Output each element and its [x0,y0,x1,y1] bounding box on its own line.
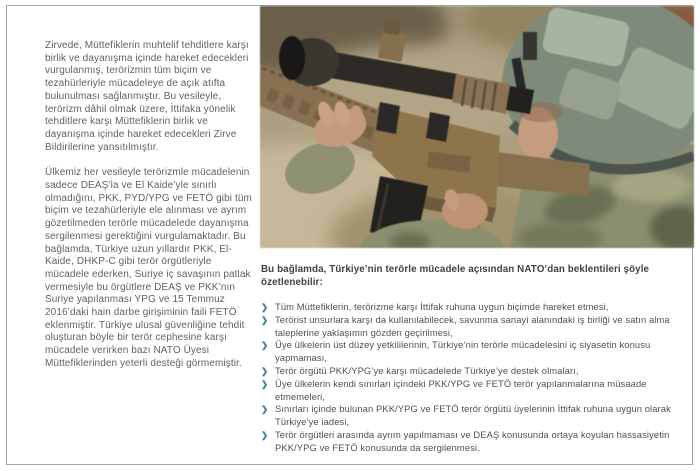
list-item-text: Terörist unsurlara karşı da kullanılabilecek, savunma sanayi alanındaki iş birliği ve satın alma taleplerine yaklaşımın gözden geçirilmesi, [275,313,670,338]
list-item [261,339,675,365]
list-item [261,403,675,429]
soldier-sniper-photo [260,6,694,248]
chevron-bullet-icon: ❯ [261,404,269,415]
section-heading: Bu bağlamda, Türkiye’nin terörle mücadele açısından NATO’dan beklentileri şöyle özetlenebilir: [261,264,650,288]
chevron-bullet-icon: ❯ [261,314,269,325]
left-paragraph-1: Zirvede, Müttefiklerin muhtelif tehditlere karşı birlik ve dayanışma içinde hareket edecekleri vurgulanmış, terörizmin tüm biçim ve tezahürleriyle mücadeleye de açık atıfta bulunulması sağlanmıştır. Bu vesileyle, terörizm dâhil olmak üzere, İttifaka yönelik tehditlere karşı Müttefiklerin birlik ve dayanışma içinde hareket edecekleri Zirve Bildirilerine yansıtılmıştır. [45,40,249,153]
list-item [261,429,675,455]
list-item-text: Tüm Müttefiklerin, terörizme karşı İttifak ruhuna uygun biçimde hareket etmesi, [275,301,609,312]
main-text-block [261,263,675,455]
left-text-column [45,40,257,384]
photo-illustration [260,6,694,248]
list-item [261,365,675,378]
list-item-text: Sınırları içinde bulunan PKK/YPG ve FETÖ terör örgütü üyelerinin İttifak ruhuna uygun olarak Türkiye’ye iadesi, [275,403,671,428]
chevron-bullet-icon: ❯ [261,365,269,376]
chevron-bullet-icon: ❯ [261,340,269,351]
list-item [261,314,675,340]
list-item [261,301,675,314]
left-paragraph-2: Ülkemiz her vesileyle terörizmle mücadelenin sadece DEAŞ’la ve El Kaide’yle sınırlı olmadığını, PKK, PYD/YPG ve FETÖ gibi tüm biçim ve tezahürleriyle ele alınması ve ayrım gözetilmeden terörle mücadelede dayanışma sergilenmesi gerektiğini vurgulamaktadır. Bu bağlamda, Türkiye uzun yıllardır PKK, El-Kaide, DHKP-C gibi terör örgütleriyle mücadele ederken, Suriye iç savaşının patlak vermesiyle bu örgütlere DEAŞ ve PKK’nın Suriye yapılanması YPG ve 15 Temmuz 2016’daki hain darbe girişiminin faili FETÖ eklenmiştir. Türkiye ulusal güvenliğine tehdit oluşturan böyle bir terör cephesine karşı mücadele verirken bazı NATO Üyesi Müttefiklerinden yeterli desteği görmemiştir. [45,167,252,369]
chevron-bullet-icon: ❯ [261,378,269,389]
list-item-text: Terör örgütü PKK/YPG’ye karşı mücadelede Türkiye’ye destek olmaları, [275,364,579,376]
list-item-text: Terör örgütleri arasında ayrım yapılmaması ve DEAŞ konusunda ortaya koyulan hassasiyetin PKK/YPG ve FETÖ konusunda da sergilenmesi. [275,428,670,453]
expectations-list [261,301,675,455]
chevron-bullet-icon: ❯ [261,302,269,312]
chevron-bullet-icon: ❯ [261,429,269,440]
list-item-text: Üye ülkelerin üst düzey yetkililerinin, Türkiye’nin terörle mücadelesini iç siyasetin konusu yapmaması, [275,339,651,364]
soldier [502,6,694,248]
list-item [261,378,675,404]
list-item-text: Üye ülkelerin kendi sınırları içindeki PKK/YPG ve FETÖ terör yapılanmalarına müsaade etmemeleri, [275,377,647,402]
